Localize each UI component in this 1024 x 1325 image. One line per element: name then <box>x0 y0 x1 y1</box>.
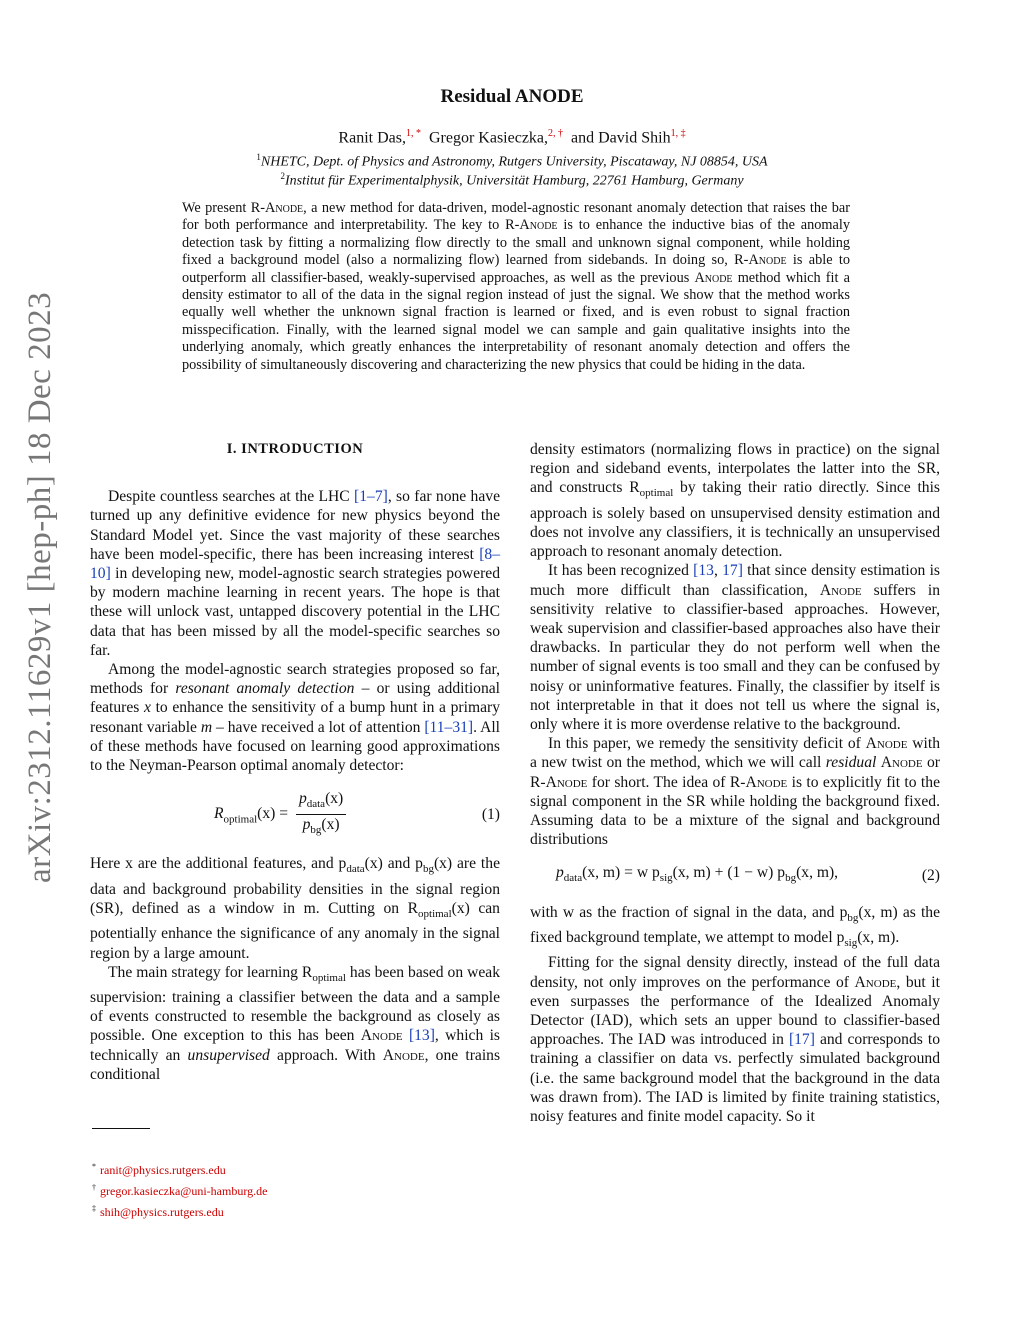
paragraph: In this paper, we remedy the sensitivity deficit of Anode with a new twist on the method, which we will call residual Anode or R-Anode for short. The idea of R-Anode is to explicitly fit to the signal component in the SR while holding the background fixed. Assuming data to be a mixture of the signal and background distributions <box>530 735 941 849</box>
paragraph: with w as the fraction of signal in the data, and $p_{bg}(x$, m) as the fixed background template, we attempt to model $p_{sig}(x$, m). <box>530 903 940 950</box>
citation-link[interactable]: [13] <box>408 1027 435 1045</box>
affiliation-1: $^1$NHETC, Dept. of Physics and Astronomy, Rutgers University, Piscataway, NJ 08854, USA <box>256 152 768 170</box>
author-name: Ranit Das, <box>338 129 406 147</box>
citation-link[interactable]: [17] <box>788 1031 815 1049</box>
email-link[interactable]: shih@physics.rutgers.edu <box>100 1205 224 1219</box>
paragraph: Here x are the additional features, and $p_{data}(x)$ and $p_{bg}(x)$ are the data and background probability densities in the signal region (SR), defined as a window in m. Cutting on $R_{optimal}(x)$ can potentially enhance the significance of any anomaly in the signal region by a large amount. <box>90 855 500 962</box>
author-name: Gregor Kasieczka, <box>428 129 549 147</box>
section-heading: I. INTRODUCTION <box>226 441 364 457</box>
author-list <box>0 128 1024 147</box>
right-column <box>530 440 940 1126</box>
author-marks: 2, † <box>548 128 564 139</box>
paper-title: Residual ANODE <box>440 86 584 107</box>
paragraph: Fitting for the signal density directly, instead of the full data density, not only improves on the performance of Anode, but it even surpasses the performance of the Idealized Anomaly Detector (IAD), which sets an upper bound to classifier-based approaches. The IAD was introduced in [17] and corresponds to training a classifier on data vs. perfectly simulated background (i.e. the same background model that the background in the data was drawn from). The IAD is limited by finite training statistics, noisy features and finite model capacity. So it <box>530 954 940 1125</box>
left-column <box>90 440 500 1084</box>
citation-link[interactable]: [13 <box>693 562 714 580</box>
paragraph: Despite countless searches at the LHC [1–7], so far none have turned up any definitive evidence for new physics beyond the Standard Model yet. Since the vast majority of these searches have been model-specific, there has been increasing interest [8–10] in developing new, model-agnostic search strategies powered by modern machine learning in recent years. The hope is that these will unlock vast, untapped discovery potential in the LHC data that has been missed by all the model-specific searches so far. <box>90 488 500 659</box>
author-name: and David Shih <box>571 129 671 147</box>
paragraph: It has been recognized [13, 17] that since density estimation is much more difficult than classification, Anode suffers in sensitivity relative to classifier-based approaches. However, weak supervision and classifier-based approaches also have their drawbacks. In particular they do not perform well when the number of signal events is too small and they can be confused by noisy or uninformative features. Finally, the classifier by itself is not interpretable in that it does not tell us where the signal is, only where it is more overdense relative to the background. <box>530 562 940 733</box>
equation-2: $p_{data}(x$, m) = w $p_{sig}(x$, m) + (1 − w) $p_{bg}(x$, m), (2) <box>556 864 940 885</box>
arxiv-sidebar-stamp: arXiv:2312.11629v1 [hep-ph] 18 Dec 2023 <box>22 291 58 883</box>
paragraph: The main strategy for learning $R_{optimal}$ has been based on weak supervision: training a classifier between the data and a sample of events constructed to resemble the background as closely as possible. One exception to this has been Anode [13], which is technically an unsupervised approach. With Anode, one trains conditional <box>90 963 501 1083</box>
footnotes <box>92 1158 267 1221</box>
equation-number: (2) <box>921 867 940 885</box>
author-marks: 1, * <box>405 128 421 139</box>
citation-link[interactable]: [11–31] <box>424 718 474 736</box>
equation-1: $R_{optimal}(x)$ = $\frac{p_{data}(x)}{p_{bg}(x)}$ (1) <box>214 790 500 837</box>
citation-link[interactable]: 17] <box>722 562 743 580</box>
author-marks: 1, ‡ <box>670 128 686 139</box>
abstract: We present R-Anode, a new method for data-driven, model-agnostic resonant anomaly detection that raises the bar for both performance and interpretability. The key to R-Anode is to enhance the inductive bias of the anomaly detection task by fitting a normalizing flow directly to the small and unknown signal component, while holding fixed a background model (also a normalizing flow) learned from sidebands. In doing so, R-Anode is able to outperform all classifier-based, weakly-supervised approaches, as well as the previous Anode method which fit a density estimator to all of the data in the signal region instead of just the signal. We show that the method works equally well whether the unknown signal fraction is learned or fixed, and is even robust to signal fraction misspecification. Finally, with the learned signal model we can sample and gain qualitative insights into the underlying anomaly, which greatly enhances the interpretability of resonant anomaly detection and offers the possibility of simultaneously discovering and characterizing the new physics that could be hiding in the data. <box>182 200 850 373</box>
citation-link[interactable]: [1–7] <box>354 488 388 506</box>
footnote-rule <box>92 1128 150 1129</box>
citation-link[interactable]: [8–10] <box>90 545 500 583</box>
footnote: * ranit@physics.rutgers.edu <box>92 1162 226 1177</box>
equation-number: (1) <box>481 806 500 824</box>
email-link[interactable]: ranit@physics.rutgers.edu <box>100 1163 226 1177</box>
paragraph: Among the model-agnostic search strategies proposed so far, methods for resonant anomaly detection – or using additional features x to enhance the sensitivity of a bump hunt in a primary resonant variable m – have received a lot of attention [11–31]. All of these methods have focused on learning good approximations to the Neyman-Pearson optimal anomaly detector: <box>90 661 501 775</box>
email-link[interactable]: gregor.kasieczka@uni-hamburg.de <box>100 1184 268 1198</box>
footnote: ‡ shih@physics.rutgers.edu <box>92 1204 224 1219</box>
affiliation-2: $^2$Institut für Experimentalphysik, Universität Hamburg, 22761 Hamburg, Germany <box>280 171 744 189</box>
paragraph: density estimators (normalizing flows in practice) on the signal region and sideband events, interpolates the latter into the SR, and constructs $R_{optimal}$ by taking their ratio directly. Since this approach is solely based on unsupervised density estimation and does not involve any classifiers, it is technically an unsupervised approach to resonant anomaly detection. <box>530 441 940 561</box>
footnote: † gregor.kasieczka@uni-hamburg.de <box>92 1183 268 1198</box>
